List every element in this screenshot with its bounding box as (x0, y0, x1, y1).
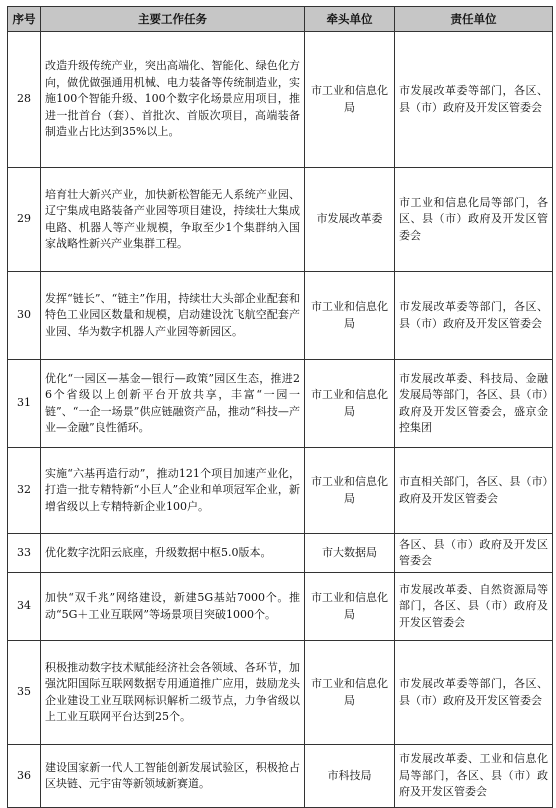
header-serial-number: 序号 (8, 7, 41, 32)
table-row (8, 32, 553, 168)
row-serial-number: 36 (8, 745, 41, 808)
row-serial-number: 29 (8, 168, 41, 272)
row-serial-number: 32 (8, 448, 41, 534)
row-lead-unit: 市工业和信息化局 (305, 448, 395, 534)
row-main-task: 实施“六基再造行动”，推动121个项目加速产业化，打造一批专精特新“小巨人”企业和单项冠军企业，新增省级以上专精特新企业100户。 (41, 448, 305, 534)
row-serial-number: 30 (8, 272, 41, 360)
row-lead-unit: 市工业和信息化局 (305, 573, 395, 641)
row-lead-unit: 市工业和信息化局 (305, 360, 395, 448)
row-main-task: 建设国家新一代人工智能创新发展试验区，积极抢占区块链、元宇宙等新领域新赛道。 (41, 745, 305, 808)
header-main-task: 主要工作任务 (41, 7, 305, 32)
row-main-task: 加快“双千兆”网络建设，新建5G基站7000个。推动“5G＋工业互联网”等场景项目突破1000个。 (41, 573, 305, 641)
row-serial-number: 35 (8, 641, 41, 745)
row-responsible-unit: 市直相关部门，各区、县（市）政府及开发区管委会 (395, 448, 553, 534)
row-responsible-unit: 市发展改革委、科技局、金融发展局等部门，各区、县（市）政府及开发区管委会，盛京金控集团 (395, 360, 553, 448)
table-row (8, 534, 553, 573)
header-row (8, 7, 553, 32)
row-responsible-unit: 各区、县（市）政府及开发区管委会 (395, 534, 553, 573)
table-header (8, 7, 553, 32)
table-row (8, 360, 553, 448)
row-lead-unit: 市工业和信息化局 (305, 32, 395, 168)
row-lead-unit: 市工业和信息化局 (305, 272, 395, 360)
row-main-task: 培育壮大新兴产业，加快新松智能无人系统产业园、辽宁集成电路装备产业园等项目建设，持续壮大集成电路、机器人等产业规模，争取至少1个集群纳入国家战略性新兴产业集群工程。 (41, 168, 305, 272)
table-row (8, 573, 553, 641)
row-responsible-unit: 市工业和信息化局等部门，各区、县（市）政府及开发区管委会 (395, 168, 553, 272)
row-lead-unit: 市大数据局 (305, 534, 395, 573)
row-main-task: 积极推动数字技术赋能经济社会各领域、各环节，加强沈阳国际互联网数据专用通道推广应用，鼓励龙头企业建设工业互联网标识解析二级节点，力争省级以上工业互联网平台达到25个。 (41, 641, 305, 745)
row-responsible-unit: 市发展改革委等部门，各区、县（市）政府及开发区管委会 (395, 32, 553, 168)
row-responsible-unit: 市发展改革委、工业和信息化局等部门，各区、县（市）政府及开发区管委会 (395, 745, 553, 808)
row-main-task: 改造升级传统产业，突出高端化、智能化、绿色化方向，做优做强通用机械、电力装备等传统制造业，实施100个智能升级、100个数字化场景应用项目，推进一批首台（套）、首批次、首版次项目，高端装备制造业占比达到35%以上。 (41, 32, 305, 168)
row-serial-number: 31 (8, 360, 41, 448)
row-responsible-unit: 市发展改革委等部门，各区、县（市）政府及开发区管委会 (395, 641, 553, 745)
row-serial-number: 34 (8, 573, 41, 641)
row-main-task: 发挥“链长”、“链主”作用，持续壮大头部企业配套和特色工业园区数量和规模，启动建设沈飞航空配套产业园、华为数字机器人产业园等新园区。 (41, 272, 305, 360)
work-task-table (7, 6, 553, 808)
row-lead-unit: 市工业和信息化局 (305, 641, 395, 745)
table-row (8, 448, 553, 534)
table-body (8, 32, 553, 808)
row-lead-unit: 市发展改革委 (305, 168, 395, 272)
table-row (8, 745, 553, 808)
table-row (8, 168, 553, 272)
header-lead-unit: 牵头单位 (305, 7, 395, 32)
table-row (8, 272, 553, 360)
row-responsible-unit: 市发展改革委、自然资源局等部门，各区、县（市）政府及开发区管委会 (395, 573, 553, 641)
row-responsible-unit: 市发展改革委等部门，各区、县（市）政府及开发区管委会 (395, 272, 553, 360)
row-serial-number: 28 (8, 32, 41, 168)
table-row (8, 641, 553, 745)
row-main-task: 优化数字沈阳云底座，升级数据中枢5.0版本。 (41, 534, 305, 573)
row-lead-unit: 市科技局 (305, 745, 395, 808)
row-serial-number: 33 (8, 534, 41, 573)
header-responsible-unit: 责任单位 (395, 7, 553, 32)
row-main-task: 优化“一园区—基金—银行—政策”园区生态，推进26个省级以上创新平台开放共享，丰富“一园一链”、“一企一场景”供应链融资产品，推动“科技—产业—金融”良性循环。 (41, 360, 305, 448)
